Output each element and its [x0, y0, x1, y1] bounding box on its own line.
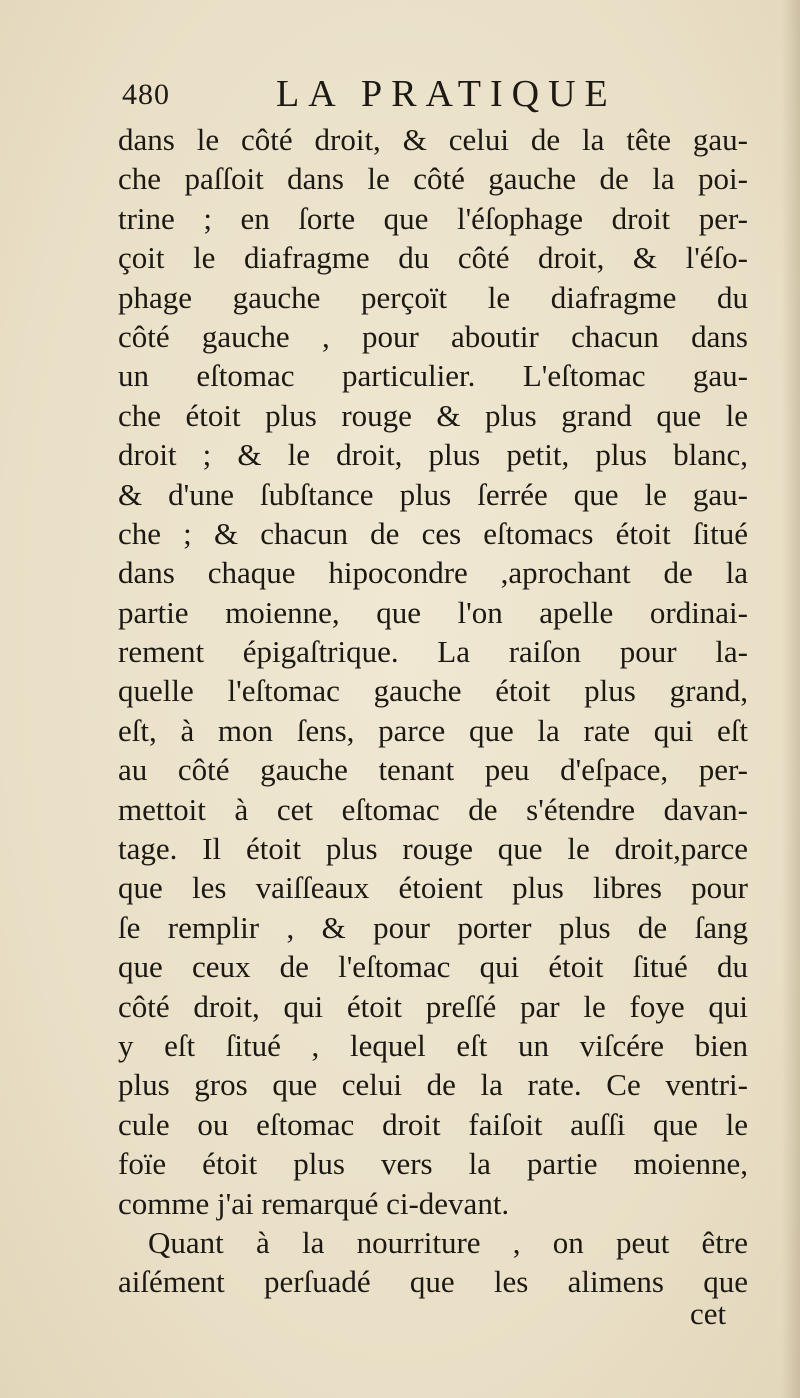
- text-line: que les vaiſſeaux étoient plus libres pour: [118, 870, 748, 906]
- text-line: ſe remplir , & pour porter plus de ſang: [118, 909, 748, 945]
- text-line: che paſſoit dans le côté gauche de la poi-: [118, 161, 748, 197]
- text-line: quelle l'eſtomac gauche étoit plus grand,: [118, 673, 748, 709]
- text-line: che étoit plus rouge & plus grand que le: [118, 397, 748, 433]
- paragraph-first-line: Quant à la nourriture , on peut être: [148, 1224, 748, 1260]
- text-line: côté gauche , pour aboutir chacun dans: [118, 318, 748, 354]
- text-line: partie moienne, que l'on apelle ordinai-: [118, 594, 748, 630]
- text-line: côté droit, qui étoit preſſé par le foye qui: [118, 988, 748, 1024]
- body-text: [118, 120, 748, 1302]
- text-line: aiſément perſuadé que les alimens que: [118, 1264, 748, 1300]
- text-line: & d'une ſubſtance plus ſerrée que le gau-: [118, 476, 748, 512]
- text-line: plus gros que celui de la rate. Ce ventri-: [118, 1067, 748, 1103]
- page-number: 480: [122, 78, 170, 111]
- text-line: phage gauche perçoït le diafragme du: [118, 279, 748, 315]
- text-line: un eſtomac particulier. L'eſtomac gau-: [118, 358, 748, 394]
- text-line: foïe étoit plus vers la partie moienne,: [118, 1146, 748, 1182]
- page-spine-shadow: [782, 0, 800, 1398]
- text-line: tage. Il étoit plus rouge que le droit,parce: [118, 831, 748, 867]
- catchword: cet: [690, 1296, 727, 1331]
- text-line: que ceux de l'eſtomac qui étoit ſitué du: [118, 949, 748, 985]
- text-line: çoit le diafragme du côté droit, & l'éſo-: [118, 240, 748, 276]
- text-line: eſt, à mon ſens, parce que la rate qui eſt: [118, 712, 748, 748]
- text-line: droit ; & le droit, plus petit, plus blanc,: [118, 437, 748, 473]
- text-line: dans le côté droit, & celui de la tête gau-: [118, 122, 748, 157]
- text-line: comme j'ai remarqué ci-devant.: [118, 1185, 510, 1221]
- page-header: [118, 72, 748, 118]
- text-line: mettoit à cet eſtomac de s'étendre davan-: [118, 791, 748, 827]
- text-line: cule ou eſtomac droit faiſoit auſſi que le: [118, 1106, 748, 1142]
- text-line: trine ; en ſorte que l'éſophage droit per-: [118, 200, 748, 236]
- text-line: au côté gauche tenant peu d'eſpace, per-: [118, 752, 748, 788]
- text-line: rement épigaſtrique. La raiſon pour la-: [118, 634, 748, 670]
- text-line: che ; & chacun de ces eſtomacs étoit ſitué: [118, 515, 748, 551]
- text-line: dans chaque hipocondre ,aprochant de la: [118, 555, 748, 591]
- text-line: y eſt ſitué , lequel eſt un viſcére bien: [118, 1027, 748, 1063]
- running-title: LA PRATIQUE: [276, 73, 617, 115]
